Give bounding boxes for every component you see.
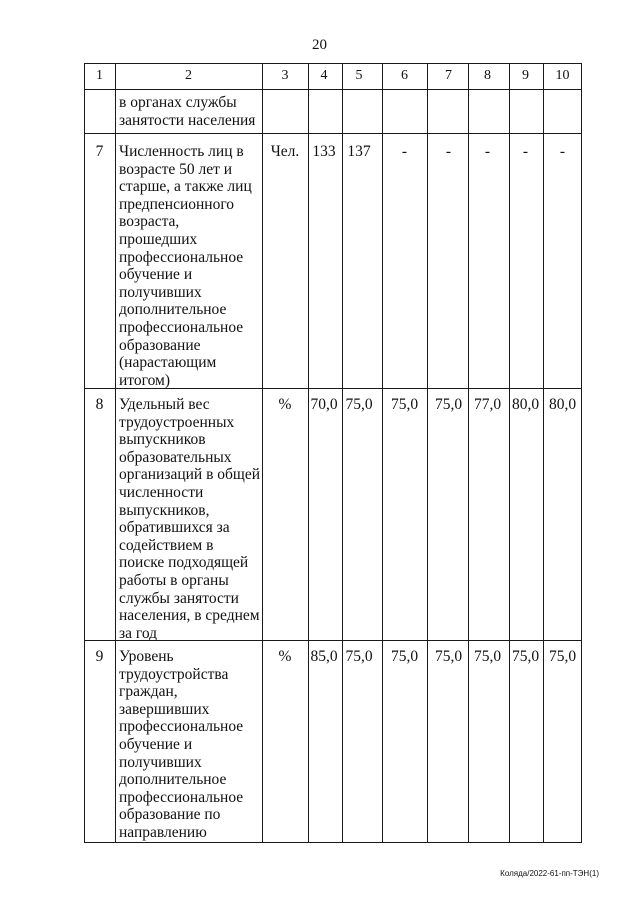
indicator-line: возраста,: [119, 213, 180, 231]
indicator-line: профессиональное: [119, 248, 244, 266]
table-row-border: [84, 89, 582, 90]
header-cell: 8: [484, 68, 491, 83]
indicator-line: занятости населения: [119, 111, 256, 129]
table-col-border: [427, 63, 428, 843]
indicator-line: старше, а также лиц: [119, 178, 252, 196]
header-cell: 3: [281, 68, 289, 83]
indicator-line: поиске подходящей: [119, 554, 249, 572]
table-col-border: [262, 63, 263, 843]
indicator-line: трудоустройства: [119, 665, 229, 683]
table-col-border: [342, 63, 343, 843]
indicator-line: профессиональное: [119, 788, 244, 806]
row-number: 8: [95, 396, 104, 413]
table-col-border: [509, 63, 510, 843]
header-cell: 4: [320, 68, 328, 83]
value-cell: 75,0: [511, 648, 540, 665]
header-cell: 5: [355, 68, 363, 83]
indicator-line: профессиональное: [119, 318, 244, 336]
value-cell: 75,0: [345, 648, 373, 665]
indicator-line: граждан,: [119, 683, 178, 701]
indicator-name: [119, 648, 243, 842]
value-cell: -: [559, 143, 566, 160]
value-cell: 70,0: [310, 396, 338, 413]
header-cell: 10: [555, 68, 570, 83]
table-col-border: [84, 63, 85, 843]
value-cell: 133: [312, 143, 336, 160]
value-cell: 75,0: [434, 396, 463, 413]
indicator-line: образование: [119, 336, 201, 354]
value-cell: -: [401, 143, 408, 160]
indicator-line: образование по: [119, 806, 221, 824]
header-cell: 6: [401, 68, 408, 83]
unit-cell: %: [278, 648, 292, 665]
table-col-border: [468, 63, 469, 843]
table-row-border: [84, 842, 582, 843]
table-row-border: [84, 133, 582, 134]
indicator-line: населения, в среднем: [119, 607, 260, 625]
table-col-border: [581, 63, 582, 843]
value-cell: 85,0: [310, 648, 338, 665]
value-cell: 137: [347, 143, 371, 160]
indicator-line: численности: [119, 483, 204, 501]
indicator-line: выпускников,: [119, 501, 210, 519]
indicator-line: трудоустроенных: [119, 413, 235, 431]
value-cell: -: [522, 143, 529, 160]
table-col-border: [115, 63, 116, 843]
indicator-line: дополнительное: [119, 771, 227, 789]
row-number: 9: [95, 648, 104, 665]
indicator-line: Уровень: [119, 648, 174, 665]
value-cell: 75,0: [434, 648, 463, 665]
value-cell: 75,0: [390, 396, 419, 413]
indicator-name: [119, 94, 255, 129]
value-cell: 75,0: [473, 648, 502, 665]
indicator-line: службы занятости: [119, 589, 239, 607]
indicator-line: Удельный вес: [119, 396, 210, 413]
header-cell: 9: [522, 68, 529, 83]
page-number: 20: [312, 37, 327, 53]
value-cell: -: [445, 143, 452, 160]
value-cell: 75,0: [390, 648, 419, 665]
indicator-line: обратившихся за: [119, 519, 230, 537]
value-cell: 80,0: [511, 396, 540, 413]
indicator-line: предпенсионного: [119, 195, 235, 213]
header-cell: 1: [96, 68, 103, 83]
indicator-line: завершивших: [119, 700, 210, 718]
indicator-line: организаций в общей: [119, 466, 261, 484]
table-col-border: [308, 63, 309, 843]
indicator-line: Численность лиц в: [119, 143, 244, 160]
indicator-line: обучение и: [119, 735, 193, 753]
indicator-line: образовательных: [119, 448, 232, 466]
indicator-line: прошедших: [119, 230, 198, 248]
unit-cell: %: [278, 396, 292, 413]
indicator-table: [84, 63, 582, 843]
value-cell: 77,0: [473, 396, 502, 413]
indicator-line: работы в органы: [119, 571, 229, 589]
indicator-line: за год: [119, 624, 158, 642]
indicator-name: [119, 396, 260, 642]
indicator-line: (нарастающим: [119, 354, 217, 372]
value-cell: 75,0: [345, 396, 373, 413]
indicator-line: итогом): [119, 371, 171, 389]
indicator-line: содействием в: [119, 536, 214, 554]
indicator-line: дополнительное: [119, 301, 227, 319]
indicator-line: направлению: [119, 823, 207, 841]
value-cell: -: [484, 143, 491, 160]
value-cell: 80,0: [548, 396, 577, 413]
indicator-line: получивших: [119, 753, 202, 771]
indicator-line: выпускников: [119, 431, 206, 449]
table-col-border: [382, 63, 383, 843]
indicator-line: в органах службы: [119, 94, 237, 111]
unit-cell: Чел.: [270, 143, 300, 160]
indicator-name: [119, 143, 252, 389]
indicator-line: возрасте 50 лет и: [119, 160, 233, 178]
indicator-line: профессиональное: [119, 718, 244, 736]
document-code: Коляда/2022-61-пп-ТЭН(1): [500, 869, 599, 878]
table-col-border: [543, 63, 544, 843]
indicator-line: обучение и: [119, 266, 193, 284]
row-number: 7: [95, 143, 104, 160]
header-cell: 7: [445, 68, 452, 83]
value-cell: 75,0: [548, 648, 577, 665]
indicator-line: получивших: [119, 283, 202, 301]
header-cell: 2: [185, 68, 192, 83]
